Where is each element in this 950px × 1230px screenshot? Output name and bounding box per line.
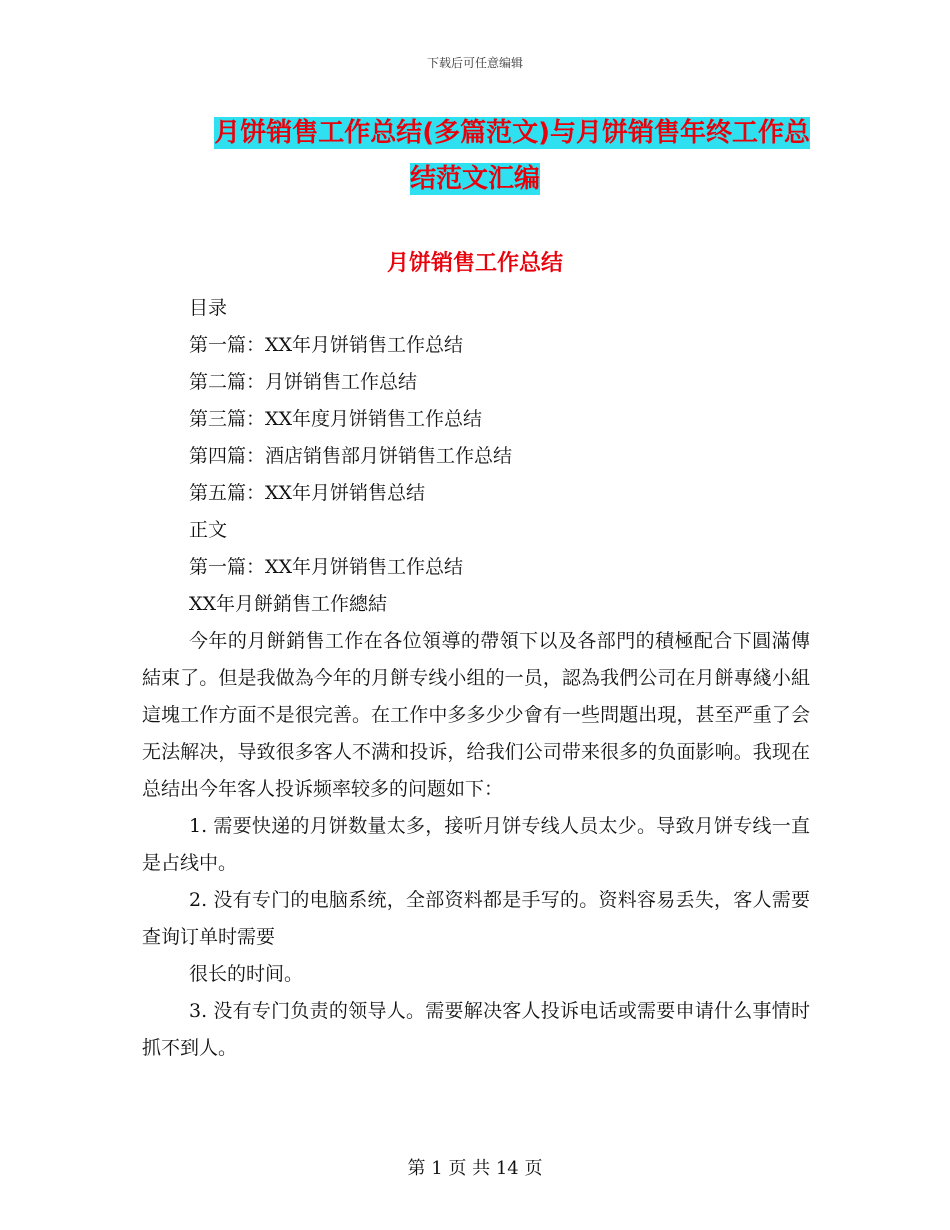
point-2-continuation: 很长的时间。 [189, 963, 304, 985]
point-2: 2. 没有专门的电脑系统，全部资料都是手写的。资料容易丢失，客人需要查询订单时需要 [142, 889, 810, 948]
subtitle: 月饼销售工作总结 [386, 251, 563, 276]
point-1: 1. 需要快递的月饼数量太多，接听月饼专线人员太少。导致月饼专线一直是占线中。 [142, 815, 810, 874]
section-heading: 第一篇：XX年月饼销售工作总结 [189, 556, 464, 578]
article-title: XX年月餅銷售工作總結 [189, 593, 388, 615]
header-note: 下载后可任意编辑 [426, 56, 523, 70]
toc-item: 第四篇：酒店销售部月饼销售工作总结 [189, 445, 513, 467]
page-footer: 第 1 页 共 14 页 [407, 1158, 543, 1179]
intro-paragraph: 今年的月餅銷售工作在各位領導的帶領下以及各部門的積極配合下圓滿傳結束了。但是我做為今年的月餅专线小组的一员，認為我們公司在月餅專綫小組這塊工作方面不是很完善。在工作中多多少少會有一些問題出現，甚至严重了会无法解决，导致很多客人不满和投诉，给我们公司带来很多的负面影响。我现在总结出今年客人投诉频率较多的问题如下： [142, 630, 810, 800]
toc-item: 第三篇：XX年度月饼销售工作总结 [189, 408, 483, 430]
body-label: 正文 [189, 519, 228, 541]
point-3: 3. 没有专门负责的领导人。需要解决客人投诉电话或需要申请什么事情时抓不到人。 [142, 1000, 810, 1059]
toc-heading: 目录 [189, 297, 228, 319]
title-line-1: 月饼销售工作总结(多篇范文)与月饼销售年终工作总 [214, 118, 810, 148]
document-body [142, 290, 810, 1067]
toc-item: 第二篇：月饼销售工作总结 [189, 371, 418, 393]
document-title [140, 110, 810, 202]
toc-item: 第五篇：XX年月饼销售总结 [189, 482, 426, 504]
toc-item: 第一篇：XX年月饼销售工作总结 [189, 334, 464, 356]
title-line-2: 结范文汇编 [409, 164, 540, 194]
